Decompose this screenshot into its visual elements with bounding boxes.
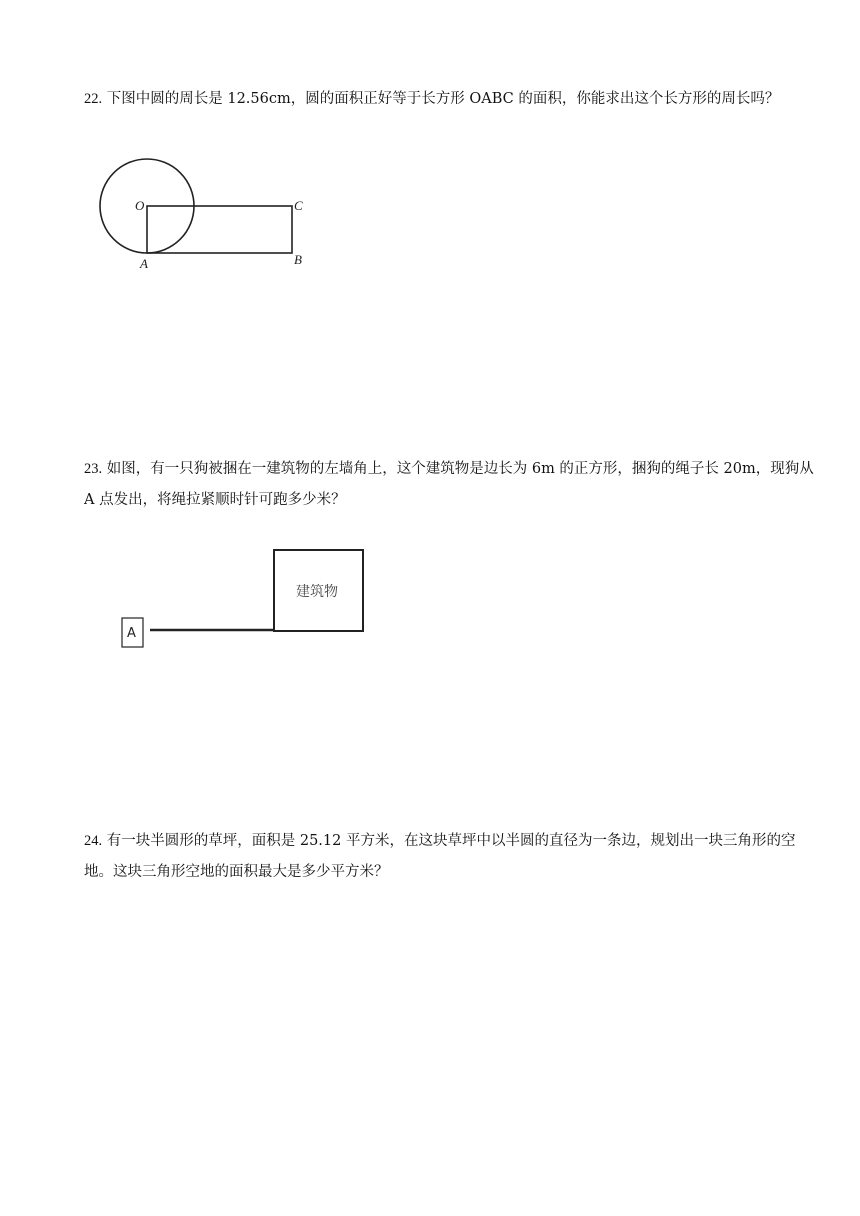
question-22: [84, 84, 824, 115]
question-24-text: 有一块半圆形的草坪，面积是 25.12 平方米，在这块草坪中以半圆的直径为一条边，规划出一块三角形的空地。这块三角形空地的面积最大是多少平方米？: [84, 833, 796, 880]
label-c: C: [294, 198, 303, 213]
label-b: B: [294, 252, 302, 267]
question-24-number: 24.: [84, 833, 103, 849]
rectangle-oabc: [147, 206, 292, 253]
question-23-text: 如图，有一只狗被捆在一建筑物的左墙角上，这个建筑物是边长为 6m 的正方形，捆狗的绳子长 20m，现狗从 A 点发出，将绳拉紧顺时针可跑多少米？: [84, 461, 814, 508]
label-o: O: [135, 198, 145, 213]
dog-building-figure: [110, 540, 380, 660]
question-23: [84, 454, 824, 516]
circle-rectangle-figure: [90, 150, 330, 280]
question-22-number: 22.: [84, 91, 103, 107]
label-a: A: [140, 256, 148, 271]
question-23-number: 23.: [84, 461, 103, 477]
question-24: [84, 826, 824, 888]
question-22-text: 下图中圆的周长是 12.56cm，圆的面积正好等于长方形 OABC 的面积，你能求出这个长方形的周长吗？: [106, 91, 780, 107]
building-label: 建筑物: [296, 584, 338, 600]
point-a-label: A: [127, 626, 136, 641]
